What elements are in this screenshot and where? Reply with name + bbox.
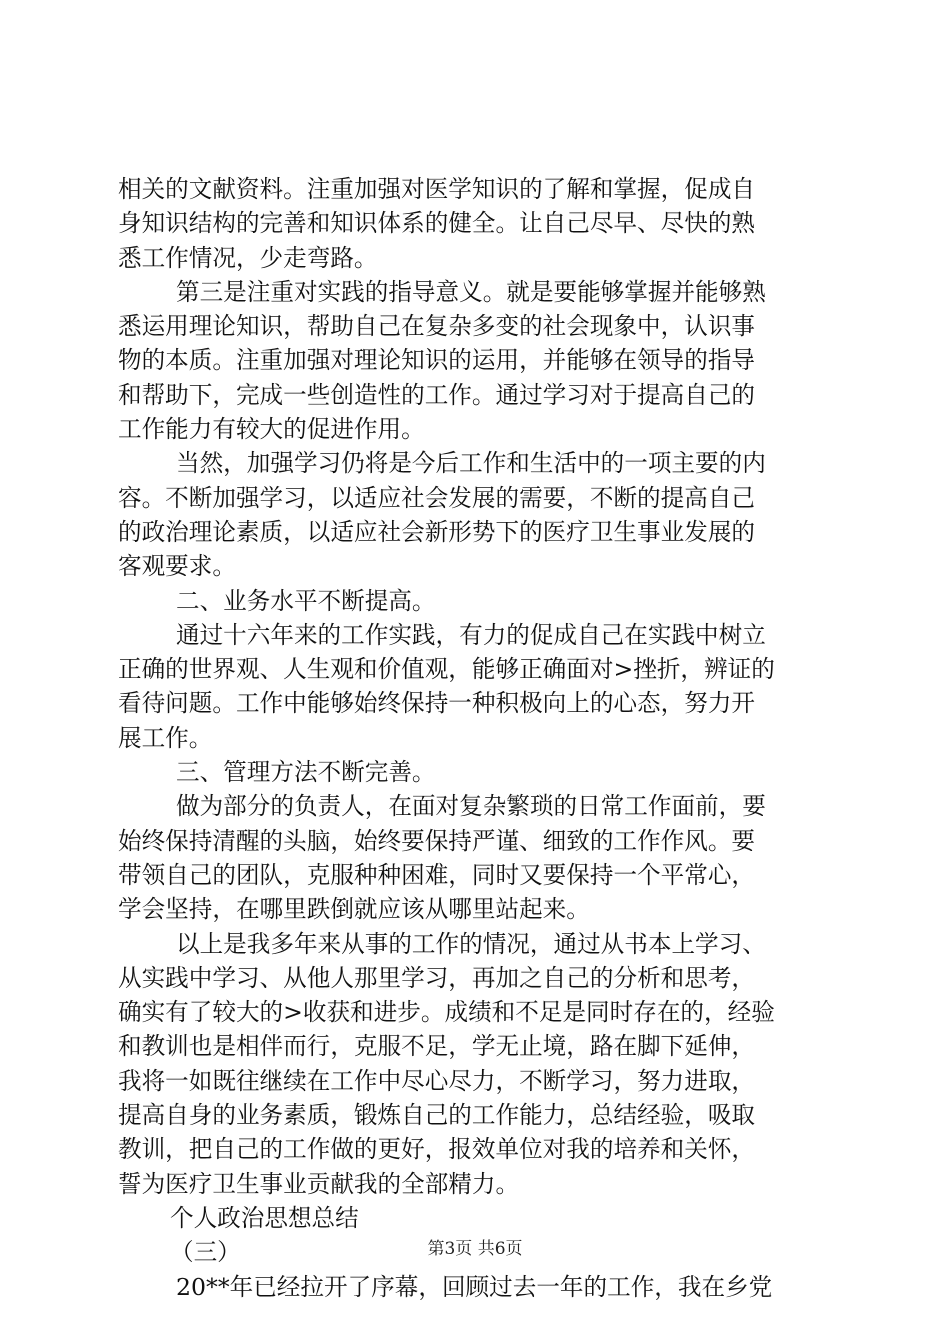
text-line: 带领自己的团队，克服种种困难，同时又要保持一个平常心， bbox=[118, 860, 756, 889]
text-line: 学会坚持，在哪里跌倒就应该从哪里站起来。 bbox=[118, 895, 590, 924]
page-footer: 第3页 共6页 bbox=[427, 1239, 523, 1259]
text-line: 我将一如既往继续在工作中尽心尽力，不断学习，努力进取， bbox=[118, 1066, 756, 1095]
text-line: 第三是注重对实践的指导意义。就是要能够掌握并能够熟 bbox=[176, 277, 766, 306]
text-line: 悉运用理论知识，帮助自己在复杂多变的社会现象中，认识事 bbox=[118, 312, 756, 341]
text-line: 悉工作情况，少走弯路。 bbox=[118, 243, 378, 272]
text-line: 和教训也是相伴而行，克服不足，学无止境，路在脚下延伸， bbox=[118, 1032, 756, 1061]
text-line: （三） bbox=[170, 1238, 241, 1267]
text-line: 相关的文献资料。注重加强对医学知识的了解和掌握，促成自 bbox=[118, 175, 756, 203]
text-line: 20**年已经拉开了序幕，回顾过去一年的工作，我在乡党 bbox=[176, 1272, 773, 1301]
text-line: 通过十六年来的工作实践，有力的促成自己在实践中树立 bbox=[176, 620, 766, 649]
text-line: 正确的世界观、人生观和价值观，能够正确面对>挫折，辨证的 bbox=[118, 655, 775, 684]
text-line: 和帮助下，完成一些创造性的工作。通过学习对于提高自己的 bbox=[118, 380, 756, 409]
text-line: 当然，加强学习仍将是今后工作和生活中的一项主要的内 bbox=[176, 449, 766, 478]
text-line: 做为部分的负责人，在面对复杂繁琐的日常工作面前，要 bbox=[176, 792, 766, 821]
text-line: 以上是我多年来从事的工作的情况，通过从书本上学习、 bbox=[176, 929, 766, 958]
text-line: 容。不断加强学习，以适应社会发展的需要，不断的提高自己 bbox=[118, 483, 756, 512]
text-line: 确实有了较大的>收获和进步。成绩和不足是同时存在的，经验 bbox=[118, 998, 775, 1027]
text-line: 物的本质。注重加强对理论知识的运用，并能够在领导的指导 bbox=[118, 346, 756, 375]
document-body bbox=[118, 172, 838, 1304]
text-line: 看待问题。工作中能够始终保持一种积极向上的心态，努力开 bbox=[118, 689, 756, 718]
text-line: 工作能力有较大的促进作用。 bbox=[118, 415, 425, 444]
text-line: 三、管理方法不断完善。 bbox=[176, 758, 436, 787]
text-line: 客观要求。 bbox=[118, 552, 236, 581]
text-line: 誓为医疗卫生事业贡献我的全部精力。 bbox=[118, 1169, 520, 1198]
text-line: 从实践中学习、从他人那里学习，再加之自己的分析和思考， bbox=[118, 963, 756, 992]
text-line: 个人政治思想总结 bbox=[170, 1203, 359, 1232]
text-line: 始终保持清醒的头脑，始终要保持严谨、细致的工作作风。要 bbox=[118, 826, 756, 855]
text-line: 提高自身的业务素质，锻炼自己的工作能力，总结经验，吸取 bbox=[118, 1101, 756, 1130]
text-line: 展工作。 bbox=[118, 723, 213, 752]
text-line: 身知识结构的完善和知识体系的健全。让自己尽早、尽快的熟 bbox=[118, 209, 756, 238]
text-line: 教训，把自己的工作做的更好，报效单位对我的培养和关怀， bbox=[118, 1135, 756, 1164]
text-line: 二、业务水平不断提高。 bbox=[176, 586, 436, 615]
text-line: 的政治理论素质，以适应社会新形势下的医疗卫生事业发展的 bbox=[118, 517, 756, 546]
